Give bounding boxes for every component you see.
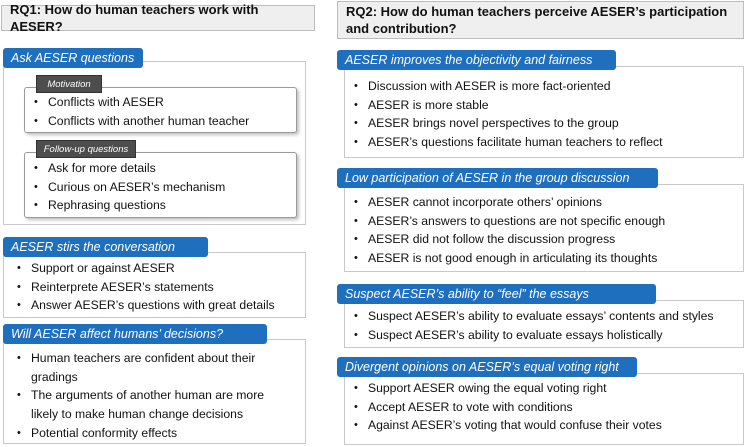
list-item: • Against AESER’s voting that would confuse their votes	[351, 416, 662, 435]
motivation-box	[24, 87, 297, 133]
list-item: • Conflicts with AESER	[31, 93, 249, 112]
list-item: • Discussion with AESER is more fact-oriented	[351, 77, 662, 96]
list-item: • Potential conformity effects	[14, 424, 286, 443]
suspect-label: Suspect AESER’s ability to “feel” the essays	[345, 287, 589, 301]
list-item: • Suspect AESER’s ability to evaluate essays’ contents and styles	[351, 307, 714, 326]
list-item: • Answer AESER’s questions with great details	[14, 296, 275, 315]
affect-tab	[3, 324, 267, 344]
list-item: • The arguments of another human are more likely to make human change decisions	[14, 386, 286, 423]
stirs-tab	[3, 237, 208, 257]
list-item: • AESER brings novel perspectives to the group	[351, 114, 662, 133]
suspect-tab	[337, 284, 656, 304]
voting-tab	[337, 357, 637, 377]
list-item: • Suspect AESER’s ability to evaluate essays holistically	[351, 326, 714, 345]
objectivity-list	[351, 77, 662, 152]
ask-aeser-tab	[3, 48, 143, 68]
stirs-list	[14, 259, 275, 315]
list-item: • Accept AESER to vote with conditions	[351, 398, 662, 417]
list-item: • Support AESER owing the equal voting right	[351, 379, 662, 398]
list-item: • Support or against AESER	[14, 259, 275, 278]
list-item: • AESER is more stable	[351, 96, 662, 115]
list-item: • Reinterprete AESER’s statements	[14, 278, 275, 297]
voting-label: Divergent opinions on AESER’s equal voting right	[345, 360, 619, 374]
suspect-list	[351, 307, 714, 344]
ask-aeser-label: Ask AESER questions	[11, 51, 135, 65]
list-item: • AESER’s answers to questions are not specific enough	[351, 212, 665, 231]
low-participation-label: Low participation of AESER in the group discussion	[345, 171, 630, 185]
low-participation-tab	[337, 168, 658, 188]
list-item: • Human teachers are confident about their gradings	[14, 349, 286, 386]
voting-list	[351, 379, 662, 435]
followup-label: Follow-up questions	[36, 140, 136, 158]
list-item: • AESER is not good enough in articulating its thoughts	[351, 249, 665, 268]
objectivity-tab	[337, 50, 616, 70]
list-item: • Curious on AESER’s mechanism	[31, 178, 225, 197]
followup-list	[31, 159, 225, 215]
affect-panel	[3, 339, 306, 444]
rq1-title: RQ1: How do human teachers work with AESER?	[10, 2, 259, 34]
rq1-heading	[1, 2, 315, 34]
low-participation-panel	[344, 184, 744, 272]
list-item: • AESER did not follow the discussion progress	[351, 230, 665, 249]
affect-list	[14, 349, 286, 443]
suspect-panel	[344, 300, 744, 348]
list-item: • AESER cannot incorporate others’ opinions	[351, 193, 665, 212]
objectivity-panel	[344, 66, 744, 158]
motivation-label: Motivation	[36, 75, 102, 93]
list-item: • Ask for more details	[31, 159, 225, 178]
ask-aeser-panel	[3, 61, 306, 225]
affect-label: Will AESER affect humans’ decisions?	[11, 327, 224, 341]
stirs-label: AESER stirs the conversation	[11, 240, 175, 254]
followup-box	[24, 152, 297, 218]
list-item: • Rephrasing questions	[31, 196, 225, 215]
low-participation-list	[351, 193, 665, 268]
voting-panel	[344, 373, 744, 445]
motivation-list	[31, 93, 249, 130]
rq2-heading	[337, 1, 744, 39]
stirs-panel	[3, 252, 306, 318]
list-item: • AESER’s questions facilitate human teachers to reflect	[351, 133, 662, 152]
list-item: • Conflicts with another human teacher	[31, 112, 249, 131]
objectivity-label: AESER improves the objectivity and fairness	[345, 53, 593, 67]
rq2-title: RQ2: How do human teachers perceive AESER’s participation and contribution?	[346, 4, 728, 36]
